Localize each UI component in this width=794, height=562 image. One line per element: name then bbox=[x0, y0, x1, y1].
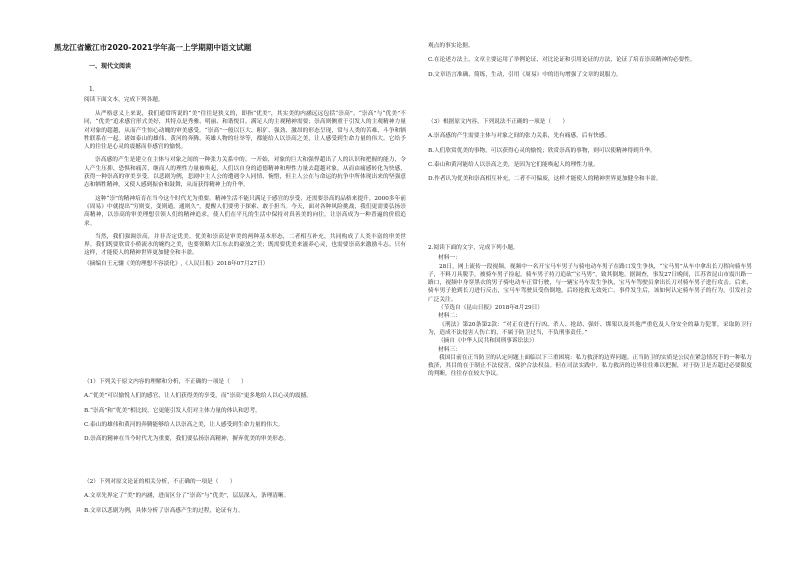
question-1 bbox=[84, 378, 406, 443]
passage-paragraph: 当然，我们强调崇高，并非否定优美。优美和崇高是审美的两种基本形态，二者相互补充，共同构成了人类丰富的审美世界。我们既要欣赏小桥流水的婉约之美，也要领略大江东去的豪放之美；既需要优美来滋养心灵，也需要崇高来激励斗志。只有这样，才能使人的精神世界更加健全和丰盈。 bbox=[84, 233, 406, 257]
material-title: 材料一： bbox=[438, 255, 461, 262]
material-title: 材料三： bbox=[438, 346, 461, 353]
passage-paragraph: 崇高感的产生是建立在主体与对象之间的一种张力关系中的。一开始，对象的巨大和强悍超出了人的认识和把握的能力，令人产生压抑、恐惧和痛苦，继而人的理性力量被唤起，人们以自身的道德精神和理性力量去超越对象，从而由痛感转化为快感，获得一种崇高的审美享受。以悲剧为例，悲剧中主人公的遭遇令人同情、惋惜，但主人公在与命运的抗争中所体现出来的坚强意志和牺牲精神，又使人感到振奋和鼓舞，从而获得精神上的升华。 bbox=[84, 157, 406, 189]
material-source: （节选自《昆山日报》2018年8月29日） bbox=[438, 305, 543, 312]
question-stem: （1）下列关于原文内容的理解和分析，不正确的一项是（ ） bbox=[84, 379, 247, 385]
question-2 bbox=[84, 478, 406, 515]
material-source: （摘自《中华人民共和国刑事诉讼法》） bbox=[438, 338, 538, 345]
page-title: 黑龙江省嫩江市2020-2021学年高一上学期期中语文试题 bbox=[54, 43, 252, 52]
option-d[interactable]: D.作者认为优美和崇高相互补充，二者不可偏废，这样才能使人的精神世界更加健全和丰盈。 bbox=[428, 176, 662, 183]
question-stem: 2.阅读下面的文字，完成下列小题。 bbox=[428, 245, 519, 251]
option-b[interactable]: B.“崇高”和“优美”相比较，它更能引发人们对主体力量的体认和思考。 bbox=[84, 407, 261, 414]
option-a[interactable]: A.文章先界定了“美”的内涵，进而区分了“崇高”与“优美”，层层深入，条理清晰。 bbox=[84, 493, 290, 500]
question-4 bbox=[428, 244, 752, 379]
passage-source: （摘编自王元骧《美的理想不容淡化》,《人民日报》2018年07月27日） bbox=[84, 260, 269, 267]
material-text: 28日，网上流传一段视频，视频中一名开宝马车男子与骑电动车男子在路口发生争执，“宝马男”从车中拿出长刀挥向骑车男子，不料刀具脱手，被骑车男子捡起，骑车男子持刀追砍“宝马男”，致其倒地。据调查，事发27日晚间，江苏省昆山市震川路一路口，视频中身穿黑衣的男子骑电动车正常行驶，与一辆宝马车发生争执，宝马车驾驶员拿出长刀对骑车男子进行攻击。后来，骑车男子抢到长刀进行反击，宝马车驾驶员受伤倒地，后经抢救无效死亡。事件发生后，该如何认定骑车男子的行为，引发社会广泛关注。 bbox=[428, 263, 752, 303]
question-number: 1. bbox=[89, 86, 95, 93]
instruction-text bbox=[84, 96, 406, 104]
question-stem: （3）根据原文内容，下列说法不正确的一项是（ ） bbox=[428, 119, 569, 125]
option-b[interactable]: B.文章以悲剧为例，具体分析了崇高感产生的过程，论证有力。 bbox=[84, 507, 244, 514]
passage bbox=[84, 110, 406, 268]
passage-paragraph: 这种“崇”的精神培育在当今这个时代尤为重要。精神生活不能只满足于感官的享受，还需要崇高的品格来提升。2000多年前《周易》中就提出“穷则变，变则通，通则久”，提醒人们要勇于探索、敢于担当。今天，面对各种风险挑战，我们更需要弘扬崇高精神，以崇高的审美理想引领人们的精神追求，使人们在平凡的生活中保持对真善美的向往，让崇高成为一种普遍的价值追求。 bbox=[84, 195, 406, 227]
continued-text: 观点的事实论据。 bbox=[428, 43, 474, 49]
option-a[interactable]: A.崇高感的产生需要主体与对象之间的张力关系，先有痛感，后有快感。 bbox=[428, 133, 611, 140]
option-c[interactable]: C.在论述方法上，文章主要运用了举例论证、对比论证和引用论证的方法，论证了培育崇高精神的必要性。 bbox=[428, 57, 696, 64]
right-column-top bbox=[428, 42, 752, 79]
passage-paragraph: 从严格意义上来说，我们通常所说的“美”往往是狭义的，即指“优美”，其实美的内涵远远包括“崇高”。“崇高”与“优美”不同，“优美”追求感官形式美好，其特点是秀雅、明丽、和谐悦目，满足人的主观精神需要；崇高则侧重于引发人的主观精神力量对对象的超越，从而产生惊心动魄的审美感受。“崇高”一般以巨大、粗犷、强劲、激昂的形态呈现，常与人类的苦难、斗争和牺牲联系在一起。诸如泰山的雄伟、黄河的奔腾、英雄人物的壮举等，都能给人以崇高之美，让人感受到生命力量的伟大。它给予人的往往是心灵的震撼而非感官的愉悦。 bbox=[84, 111, 406, 151]
option-a[interactable]: A.“优美”可以愉悦人们的感官，让人们获得美的享受，而“崇高”更多地给人以心灵的震撼。 bbox=[84, 393, 312, 400]
option-d[interactable]: D.文章语言准确、简练，生动，引用《周易》中的语句增强了文章的说服力。 bbox=[428, 71, 622, 78]
material-text: 《刑法》第20条第2款：“对正在进行行凶、杀人、抢劫、强奸、绑架以及其他严重危及人身安全的暴力犯罪，采取防卫行为，造成不法侵害人伤亡的，不属于防卫过当，不负刑事责任。” bbox=[428, 321, 752, 336]
material-text: 我国目前在正当防卫的认定问题上面临以下三重困境：私力救济的边界问题。正当防卫的实质是公民在紧急情况下的一种私力救济，其目的在于制止不法侵害，保护合法权益。但在司法实践中，私力救济的边界往往难以把握，对于防卫是否超过必要限度的判断，往往存在较大争议。 bbox=[428, 354, 752, 378]
section-heading: 一、现代文阅读 bbox=[89, 63, 132, 70]
option-c[interactable]: C.泰山的雄伟和黄河的奔腾能够给人以崇高之美，让人感受到生命力量的伟大。 bbox=[84, 421, 284, 428]
option-b[interactable]: B.人们欣赏优美的事物，可以获得心灵的愉悦；欣赏崇高的事物，则可以使精神得到升华。 bbox=[428, 147, 656, 154]
option-c[interactable]: C.泰山和黄河能给人以崇高之美，是因为它们能唤起人的理性力量。 bbox=[428, 161, 599, 168]
option-d[interactable]: D.崇高的精神在当今时代尤为重要，我们要弘扬崇高精神，摒弃优美的审美形态。 bbox=[84, 436, 290, 443]
question-3 bbox=[428, 118, 752, 183]
question-stem: （2）下列对原文论证的相关分析，不正确的一项是（ ） bbox=[84, 479, 236, 485]
material-title: 材料二： bbox=[438, 313, 461, 320]
instruction: 阅读下面文本，完成下列各题。 bbox=[84, 97, 164, 103]
